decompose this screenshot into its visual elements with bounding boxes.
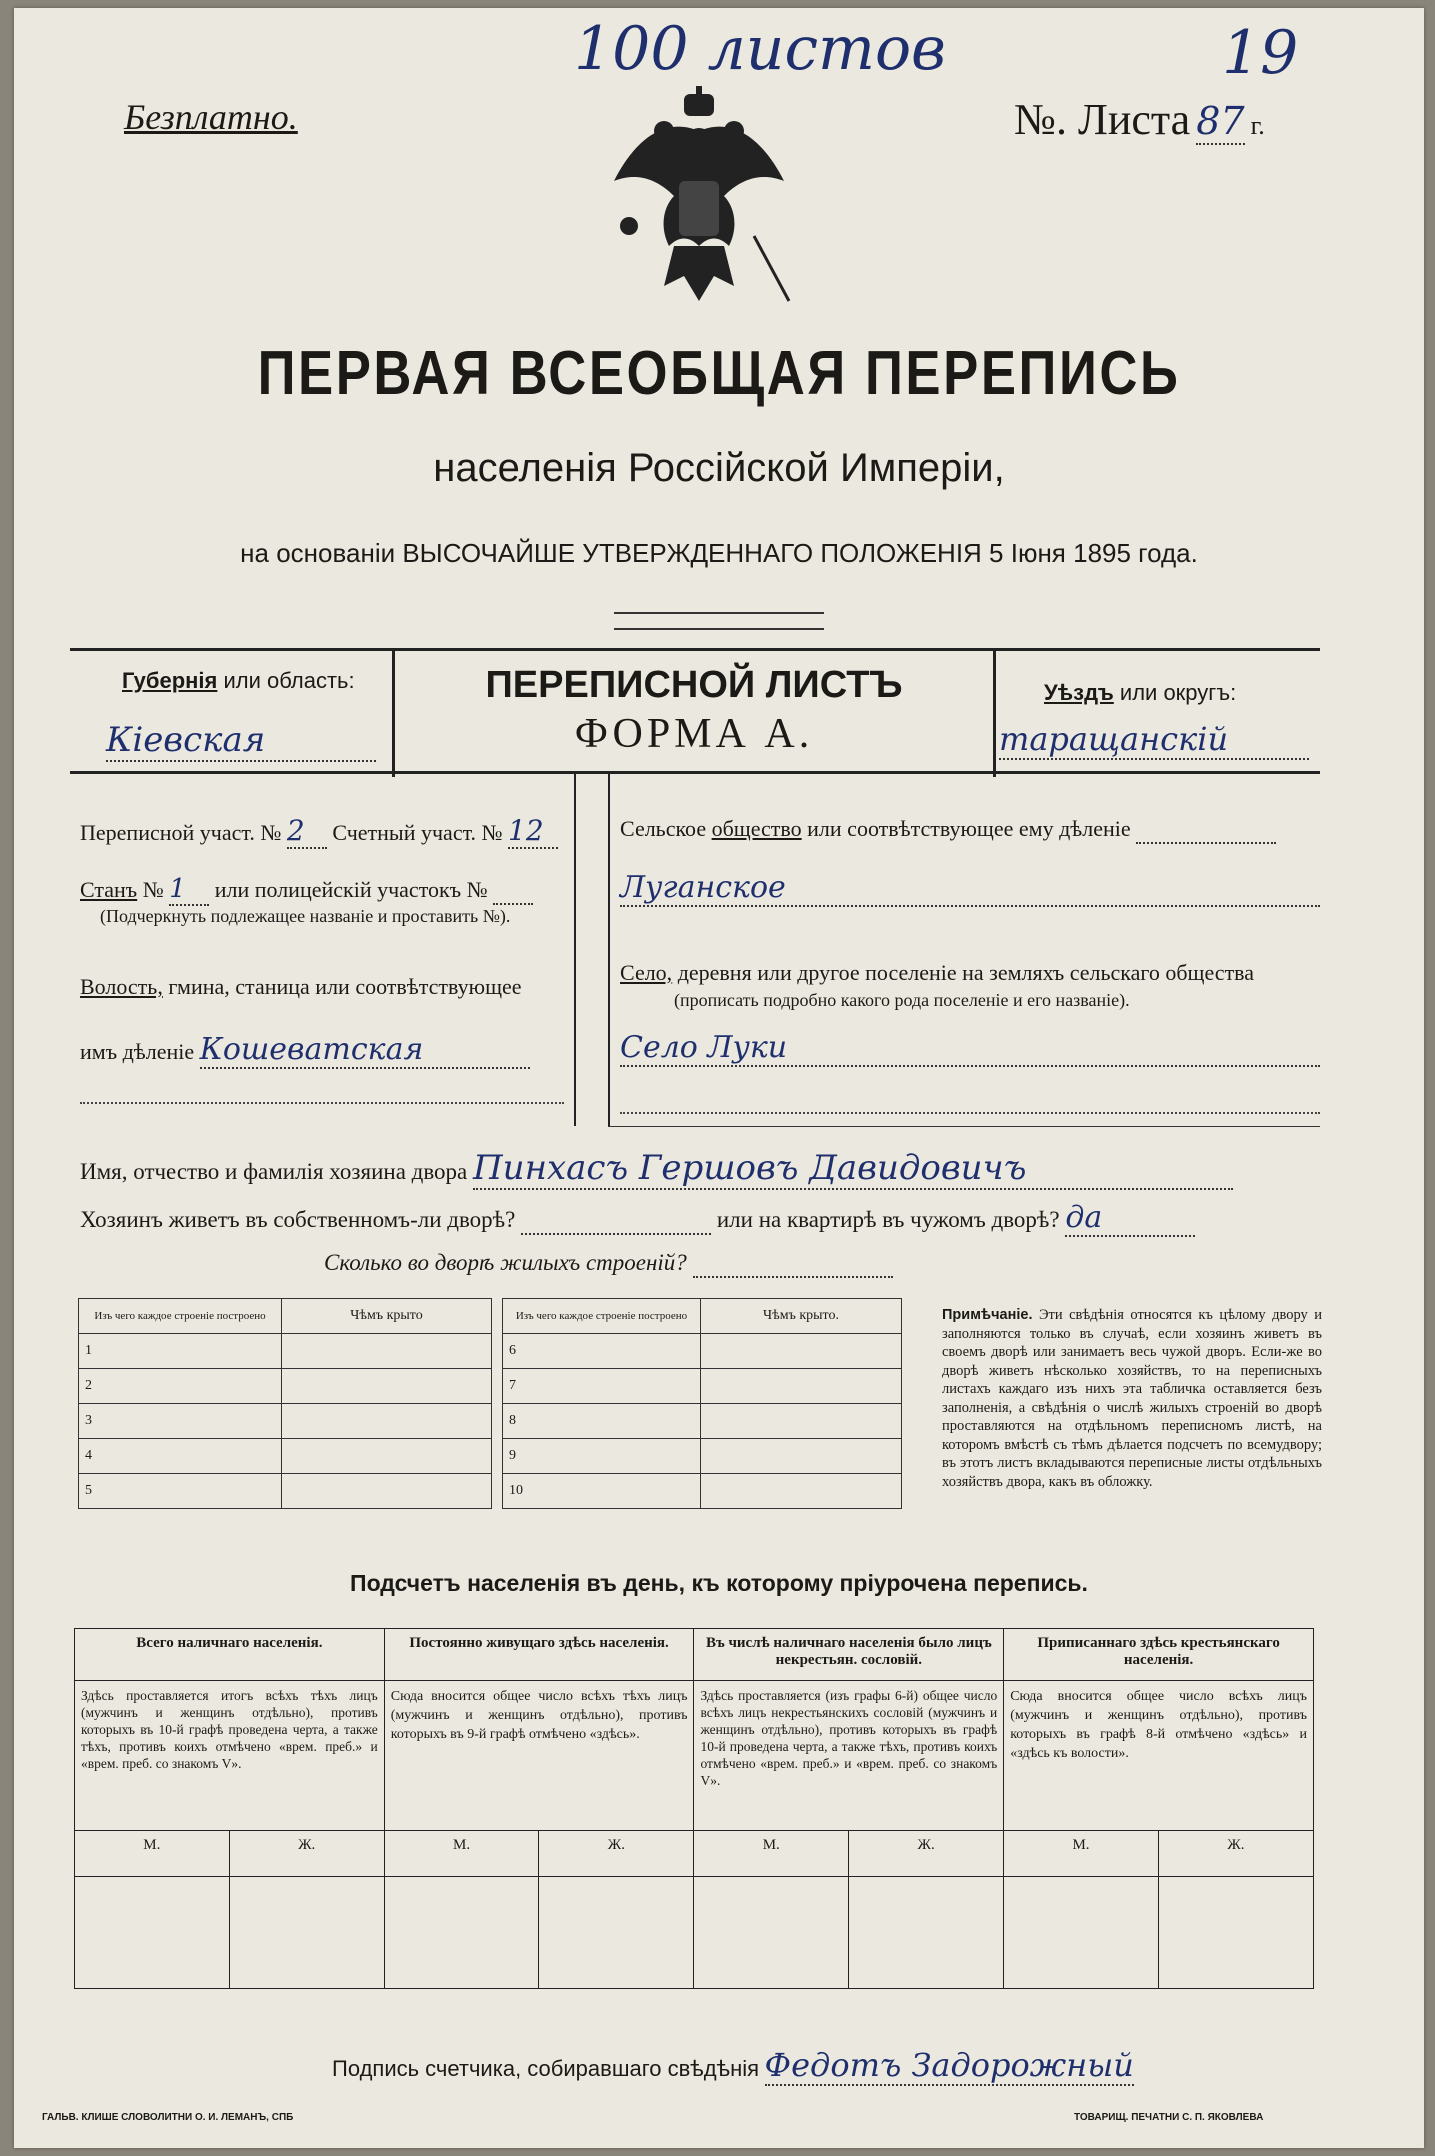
stan-note: (Подчеркнуть подлежащее названіе и проставить №). xyxy=(100,906,511,926)
society-value: Луганское xyxy=(620,870,1320,907)
census-section-value: 2 xyxy=(287,814,327,849)
owner-name-line: Имя, отчество и фамилія хозяина двора Пинхасъ Гершовъ Давидовичъ xyxy=(80,1148,1233,1190)
rented-value: да xyxy=(1065,1200,1195,1237)
village-value: Село Луки xyxy=(620,1030,1320,1067)
sheet-number xyxy=(1014,94,1265,145)
form-subtitle: ФОРМА А. xyxy=(574,711,814,757)
printer-left: ГАЛЬВ. КЛИШЕ СЛОВОЛИТНИ О. И. ЛЕМАНЪ, СПБ xyxy=(42,2112,294,2123)
col-material: Изъ чего каждое строеніе построено xyxy=(79,1299,282,1334)
gubernia-value: Кіевская xyxy=(106,720,376,762)
col-roof: Чѣмъ крыто xyxy=(282,1299,492,1334)
table-row: 3 xyxy=(79,1404,492,1439)
population-col-head: Въ числѣ наличнаго населенія было лицъ некрестьян. сословій. xyxy=(694,1629,1004,1681)
legal-basis: на основаніи ВЫСОЧАЙШЕ УТВЕРЖДЕННАГО ПОЛОЖЕНІЯ 5 Іюня 1895 года. xyxy=(240,538,1198,568)
table-row: 1 xyxy=(79,1334,492,1369)
table-row: 8 xyxy=(503,1404,902,1439)
village-line: Село, деревня или другое поселеніе на земляхъ сельскаго общества xyxy=(620,960,1255,985)
vertical-separator xyxy=(608,774,610,1126)
table-row: 2 xyxy=(79,1369,492,1404)
printer-right: ТОВАРИЩ. ПЕЧАТНИ С. П. ЯКОВЛЕВА xyxy=(1074,2112,1264,2123)
population-col-head: Приписаннаго здѣсь крестьянскаго населенія. xyxy=(1004,1629,1314,1681)
census-form-page xyxy=(14,8,1424,2148)
free-label: Безплатно. xyxy=(124,97,298,137)
table-row: 7 xyxy=(503,1369,902,1404)
owner-residence-line: Хозяинъ живетъ въ собственномъ-ли дворѣ? или на квартирѣ въ чужомъ дворѣ? да xyxy=(80,1200,1195,1237)
volost-value-line: имъ дѣленіе Кошеватская xyxy=(80,1032,530,1069)
table-row: 9 xyxy=(503,1439,902,1474)
ornament-divider xyxy=(614,612,824,630)
volost-line: Волость, гмина, станица или соотвѣтствующее xyxy=(80,974,522,999)
owner-name-value: Пинхасъ Гершовъ Давидовичъ xyxy=(473,1148,1233,1190)
population-col-head: Всего наличнаго населенія. xyxy=(75,1629,385,1681)
signature-line: Подпись счетчика, собиравшаго свѣдѣнія Федотъ Задорожный xyxy=(332,2046,1134,2084)
volost-value: Кошеватская xyxy=(200,1032,530,1069)
population-title: Подсчетъ населенія въ день, къ которому пріурочена перепись. xyxy=(350,1570,1088,1596)
population-col-head: Постоянно живущаго здѣсь населенія. xyxy=(384,1629,694,1681)
table-row: 5 xyxy=(79,1474,492,1509)
uezd-label: Уѣздъ или округъ: xyxy=(1044,680,1237,705)
structures-table-right xyxy=(502,1298,902,1509)
stan-value: 1 xyxy=(169,874,209,906)
village-note: (прописать подробно какого рода поселеніе и его названіе). xyxy=(674,990,1130,1010)
structures-table-left xyxy=(78,1298,492,1509)
sheet-number-value: 87 xyxy=(1196,99,1245,143)
vertical-separator xyxy=(574,774,576,1126)
table-row: 6 xyxy=(503,1334,902,1369)
population-col-desc: Здѣсь проставляется итогъ всѣхъ тѣхъ лицъ (мужчинъ и женщинъ отдѣльно), противъ которыхъ въ 10-й графѣ проведена черта, а также тѣхъ, противъ коихъ отмѣчено «врем. преб.» и «врем. преб. со знакомъ V». xyxy=(75,1681,385,1831)
handwritten-sheet-count: 100 листов xyxy=(574,14,946,84)
col-roof: Чѣмъ крыто. xyxy=(701,1299,902,1334)
population-table: Всего наличнаго населенія. Постоянно живущаго здѣсь населенія. Въ числѣ наличнаго населенія было лицъ некрестьян. сословій. Приписаннаго здѣсь крестьянскаго населенія. Здѣсь проставляется итогъ всѣхъ тѣхъ лицъ (мужчинъ и женщинъ отдѣльно), противъ которыхъ въ 10-й графѣ проведена черта, а также тѣхъ, противъ коихъ отмѣчено «врем. преб.» и «врем. преб. со знакомъ V». Сюда вносится общее число всѣхъ тѣхъ лицъ (мужчинъ и женщинъ отдѣльно), противъ которыхъ въ 9-й графѣ отмѣчено «здѣсь». Здѣсь проставляется (изъ графы 6-й) общее число всѣхъ лицъ некрестьянскихъ сословій (мужчинъ и женщинъ отдѣльно), противъ которыхъ въ графѣ 10-й проведена черта, а также тѣхъ, противъ коихъ отмѣчено «врем. преб.» и «врем. преб. со знакомъ V». Сюда вносится общее число всѣхъ лицъ (мужчинъ и женщинъ отдѣльно), противъ которыхъ въ графѣ 8-й отмѣчено «здѣсь» и «здѣсь къ волости». М. Ж. М. Ж. М. Ж. М. Ж. xyxy=(74,1628,1314,1989)
signature-value: Федотъ Задорожный xyxy=(764,2046,1134,2084)
handwritten-number: 19 xyxy=(1222,18,1299,88)
note-block: Примѣчаніе. Эти свѣдѣнія относятся къ цѣлому двору и заполняются только въ случаѣ, если хозяинъ живетъ въ своемъ дворѣ или занимаетъ весь чужой дворъ. Если-же во дворѣ живетъ нѣсколько хозяйствъ, то на переписныхъ листахъ каждаго изъ нихъ эта табличка оставляется безъ заполненія, а свѣдѣнія о числѣ жилыхъ строеній во дворѣ проставляются на отдѣльномъ переписномъ листѣ, на которомъ вмѣстѣ съ тѣмъ дѣлается подсчетъ по всемудвору; въ этотъ листъ вкладываются переписные листы отдѣльныхъ хозяйствъ двора, какъ въ обложку. xyxy=(942,1307,1323,1490)
society-line: Сельское общество или соотвѣтствующее ему дѣленіе xyxy=(620,816,1276,844)
double-headed-eagle-emblem xyxy=(604,86,794,316)
population-col-desc: Здѣсь проставляется (изъ графы 6-й) общее число всѣхъ лицъ некрестьянскихъ сословій (мужчинъ и женщинъ отдѣльно), противъ которыхъ въ графѣ 10-й проведена черта, а также тѣхъ, противъ коихъ отмѣчено «врем. преб.» и «врем. преб. со знакомъ V». xyxy=(694,1681,1004,1831)
sheet-number-label: №. Листа xyxy=(1014,95,1191,144)
gubernia-label: Губернія или область: xyxy=(122,668,355,693)
page-subtitle: населенія Россійской Имперіи, xyxy=(433,446,1005,490)
page-title: ПЕРВАЯ ВСЕОБЩАЯ ПЕРЕПИСЬ xyxy=(257,339,1181,408)
sheet-number-suffix: г. xyxy=(1250,111,1265,140)
population-col-desc: Сюда вносится общее число всѣхъ лицъ (мужчинъ и женщинъ отдѣльно), противъ которыхъ въ графѣ 8-й отмѣчено «здѣсь» и «здѣсь къ волости». xyxy=(1004,1681,1314,1831)
col-material: Изъ чего каждое строеніе построено xyxy=(503,1299,701,1334)
uezd-value: таращанскій xyxy=(999,720,1309,760)
stan-line: Станъ № 1 или полицейскій участокъ № xyxy=(80,874,533,906)
population-values-row xyxy=(75,1877,1314,1989)
table-row: 4 xyxy=(79,1439,492,1474)
census-section-line: Переписной участ. № 2 Счетный участ. № 12 xyxy=(80,814,558,849)
form-title: ПЕРЕПИСНОЙ ЛИСТЪ xyxy=(485,664,903,706)
counting-section-value: 12 xyxy=(508,814,558,849)
buildings-line: Сколько во дворѣ жилыхъ строеній? xyxy=(324,1250,893,1278)
table-row: 10 xyxy=(503,1474,902,1509)
population-col-desc: Сюда вносится общее число всѣхъ тѣхъ лицъ (мужчинъ и женщинъ отдѣльно), противъ которыхъ въ 9-й графѣ отмѣчено «здѣсь». xyxy=(384,1681,694,1831)
